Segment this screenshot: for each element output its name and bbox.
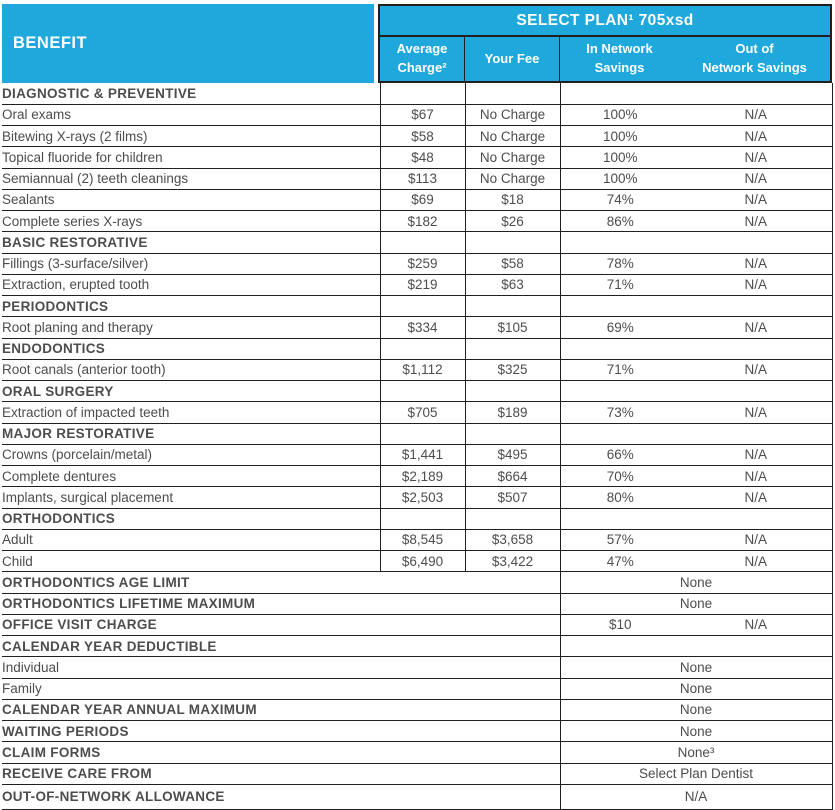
- column-header-line: In Network: [586, 41, 653, 57]
- out-of-network-savings-cell: N/A: [680, 168, 832, 189]
- summary-label-cell: ORTHODONTICS LIFETIME MAXIMUM: [2, 593, 560, 614]
- benefit-cell: Topical fluoride for children: [2, 147, 380, 168]
- your-fee-cell: [465, 83, 560, 104]
- column-header-out-of-network-savings: [679, 37, 830, 81]
- out-of-network-savings-cell: [680, 338, 832, 359]
- your-fee-cell: $105: [465, 317, 560, 338]
- out-of-network-savings-cell: N/A: [680, 147, 832, 168]
- out-of-network-savings-cell: N/A: [680, 359, 832, 380]
- in-network-savings-cell: 78%: [560, 253, 680, 274]
- benefit-cell: Extraction of impacted teeth: [2, 402, 380, 423]
- out-of-network-savings-cell: N/A: [680, 104, 832, 125]
- summary-value-cell: None: [560, 678, 832, 699]
- benefit-row: [2, 444, 832, 465]
- benefit-cell: Implants, surgical placement: [2, 487, 380, 508]
- average-charge-cell: [380, 423, 465, 444]
- benefit-row: [2, 359, 832, 380]
- benefit-row: [2, 317, 832, 338]
- in-network-savings-cell: 57%: [560, 529, 680, 550]
- in-network-savings-cell: 100%: [560, 168, 680, 189]
- section-row: [2, 423, 832, 444]
- summary-label-cell: Family: [2, 678, 560, 699]
- out-of-network-savings-cell: N/A: [680, 444, 832, 465]
- in-network-savings-cell: [560, 508, 680, 529]
- out-of-network-savings-cell: N/A: [680, 211, 832, 232]
- in-network-savings-cell: [560, 83, 680, 104]
- in-network-savings-cell: 73%: [560, 402, 680, 423]
- section-row: [2, 83, 832, 104]
- summary-label-cell: OFFICE VISIT CHARGE: [2, 614, 560, 635]
- benefit-row: [2, 487, 832, 508]
- summary-label-cell: ORTHODONTICS AGE LIMIT: [2, 572, 560, 593]
- out-of-network-savings-cell: [680, 423, 832, 444]
- your-fee-cell: $325: [465, 359, 560, 380]
- summary-label-cell: CLAIM FORMS: [2, 742, 560, 763]
- in-network-savings-cell: 66%: [560, 444, 680, 465]
- benefit-cell: Complete dentures: [2, 466, 380, 487]
- average-charge-cell: $8,545: [380, 529, 465, 550]
- out-of-network-savings-cell: N/A: [680, 126, 832, 147]
- benefit-cell: Crowns (porcelain/metal): [2, 444, 380, 465]
- summary-row: [2, 721, 832, 742]
- benefit-cell: Root canals (anterior tooth): [2, 359, 380, 380]
- benefit-cell: Bitewing X-rays (2 films): [2, 126, 380, 147]
- column-header-in-network-savings: [560, 37, 679, 81]
- average-charge-cell: $2,189: [380, 466, 465, 487]
- average-charge-cell: $219: [380, 274, 465, 295]
- benefit-cell: Semiannual (2) teeth cleanings: [2, 168, 380, 189]
- your-fee-cell: No Charge: [465, 147, 560, 168]
- your-fee-cell: [465, 296, 560, 317]
- benefit-cell: MAJOR RESTORATIVE: [2, 423, 380, 444]
- out-of-network-savings-cell: N/A: [680, 189, 832, 210]
- benefit-row: [2, 211, 832, 232]
- your-fee-cell: No Charge: [465, 126, 560, 147]
- benefit-row: [2, 189, 832, 210]
- your-fee-cell: $26: [465, 211, 560, 232]
- average-charge-cell: [380, 83, 465, 104]
- section-row: [2, 381, 832, 402]
- benefit-column-header: BENEFIT: [2, 4, 374, 83]
- benefit-cell: ORTHODONTICS: [2, 508, 380, 529]
- summary-row: [2, 572, 832, 593]
- benefit-cell: BASIC RESTORATIVE: [2, 232, 380, 253]
- summary-value-cell: None: [560, 593, 832, 614]
- benefit-row: [2, 466, 832, 487]
- out-of-network-savings-cell: N/A: [680, 551, 832, 572]
- average-charge-cell: $6,490: [380, 551, 465, 572]
- summary-row: [2, 636, 832, 657]
- your-fee-cell: $3,422: [465, 551, 560, 572]
- in-network-savings-cell: 80%: [560, 487, 680, 508]
- out-of-network-savings-cell: N/A: [680, 317, 832, 338]
- out-of-network-savings-cell: [680, 83, 832, 104]
- plan-header: [378, 4, 832, 83]
- out-of-network-savings-cell: N/A: [680, 614, 832, 635]
- in-network-savings-cell: [560, 381, 680, 402]
- your-fee-cell: $495: [465, 444, 560, 465]
- your-fee-cell: [465, 338, 560, 359]
- benefit-cell: Child: [2, 551, 380, 572]
- average-charge-cell: [380, 381, 465, 402]
- summary-value-cell: None: [560, 699, 832, 720]
- summary-row: [2, 784, 832, 809]
- average-charge-cell: [380, 232, 465, 253]
- your-fee-cell: $58: [465, 253, 560, 274]
- column-header-line: Charge²: [397, 60, 447, 75]
- summary-row: [2, 763, 832, 784]
- summary-row: [2, 742, 832, 763]
- benefit-row: [2, 402, 832, 423]
- in-network-savings-cell: 71%: [560, 274, 680, 295]
- your-fee-cell: $18: [465, 189, 560, 210]
- benefit-row: [2, 147, 832, 168]
- benefit-cell: Adult: [2, 529, 380, 550]
- column-header-line: Your Fee: [484, 50, 540, 66]
- your-fee-cell: [465, 508, 560, 529]
- out-of-network-savings-cell: N/A: [680, 487, 832, 508]
- out-of-network-savings-cell: [680, 296, 832, 317]
- out-of-network-savings-cell: N/A: [680, 274, 832, 295]
- average-charge-cell: $705: [380, 402, 465, 423]
- summary-label-cell: OUT-OF-NETWORK ALLOWANCE: [2, 784, 560, 809]
- in-network-savings-cell: 100%: [560, 126, 680, 147]
- in-network-savings-cell: 70%: [560, 466, 680, 487]
- benefit-cell: Oral exams: [2, 104, 380, 125]
- summary-row: [2, 614, 832, 635]
- benefit-cell: ORAL SURGERY: [2, 381, 380, 402]
- benefit-row: [2, 274, 832, 295]
- benefit-cell: Extraction, erupted tooth: [2, 274, 380, 295]
- in-network-savings-cell: [560, 232, 680, 253]
- benefit-row: [2, 253, 832, 274]
- benefit-row: [2, 126, 832, 147]
- average-charge-cell: $182: [380, 211, 465, 232]
- in-network-savings-cell: 69%: [560, 317, 680, 338]
- summary-value-cell: None: [560, 721, 832, 742]
- in-network-savings-cell: 86%: [560, 211, 680, 232]
- your-fee-cell: $189: [465, 402, 560, 423]
- in-network-savings-cell: 100%: [560, 104, 680, 125]
- summary-value-cell: None: [560, 657, 832, 678]
- column-header-your-fee: [465, 37, 560, 81]
- your-fee-cell: No Charge: [465, 168, 560, 189]
- in-network-savings-cell: [560, 338, 680, 359]
- summary-value-cell: N/A: [560, 784, 832, 809]
- benefit-cell: ENDODONTICS: [2, 338, 380, 359]
- benefit-row: [2, 551, 832, 572]
- plan-title: SELECT PLAN¹ 705xsd: [380, 6, 830, 37]
- summary-row: [2, 593, 832, 614]
- summary-value-cell: [560, 636, 832, 657]
- out-of-network-savings-cell: [680, 508, 832, 529]
- benefit-cell: PERIODONTICS: [2, 296, 380, 317]
- section-row: [2, 296, 832, 317]
- average-charge-cell: [380, 338, 465, 359]
- average-charge-cell: $113: [380, 168, 465, 189]
- your-fee-cell: [465, 423, 560, 444]
- summary-label-cell: CALENDAR YEAR DEDUCTIBLE: [2, 636, 560, 657]
- your-fee-cell: [465, 381, 560, 402]
- your-fee-cell: $507: [465, 487, 560, 508]
- in-network-savings-cell: 71%: [560, 359, 680, 380]
- out-of-network-savings-cell: N/A: [680, 529, 832, 550]
- out-of-network-savings-cell: N/A: [680, 253, 832, 274]
- average-charge-cell: $58: [380, 126, 465, 147]
- summary-label-cell: Individual: [2, 657, 560, 678]
- column-header-line: Savings: [594, 60, 645, 75]
- in-network-savings-cell: 74%: [560, 189, 680, 210]
- benefit-row: [2, 104, 832, 125]
- average-charge-cell: $69: [380, 189, 465, 210]
- average-charge-cell: $2,503: [380, 487, 465, 508]
- section-row: [2, 232, 832, 253]
- summary-value-cell: Select Plan Dentist: [560, 763, 832, 784]
- summary-row: [2, 678, 832, 699]
- your-fee-cell: $3,658: [465, 529, 560, 550]
- your-fee-cell: $664: [465, 466, 560, 487]
- in-network-savings-cell: [560, 296, 680, 317]
- out-of-network-savings-cell: N/A: [680, 402, 832, 423]
- average-charge-cell: $334: [380, 317, 465, 338]
- column-header-line: Average: [396, 41, 448, 57]
- summary-value-cell: None: [560, 572, 832, 593]
- average-charge-cell: [380, 508, 465, 529]
- column-header-line: Network Savings: [702, 60, 807, 75]
- average-charge-cell: $48: [380, 147, 465, 168]
- benefit-cell: Fillings (3-surface/silver): [2, 253, 380, 274]
- column-header-average-charge: [380, 37, 465, 81]
- summary-value-cell: None³: [560, 742, 832, 763]
- average-charge-cell: [380, 296, 465, 317]
- your-fee-cell: No Charge: [465, 104, 560, 125]
- average-charge-cell: $1,441: [380, 444, 465, 465]
- benefit-table-body: [2, 83, 832, 809]
- average-charge-cell: $1,112: [380, 359, 465, 380]
- out-of-network-savings-cell: N/A: [680, 466, 832, 487]
- in-network-savings-cell: $10: [560, 614, 680, 635]
- summary-label-cell: CALENDAR YEAR ANNUAL MAXIMUM: [2, 699, 560, 720]
- in-network-savings-cell: [560, 423, 680, 444]
- benefit-cell: Complete series X-rays: [2, 211, 380, 232]
- benefit-cell: Sealants: [2, 189, 380, 210]
- out-of-network-savings-cell: [680, 381, 832, 402]
- section-row: [2, 508, 832, 529]
- section-row: [2, 338, 832, 359]
- in-network-savings-cell: 100%: [560, 147, 680, 168]
- benefit-row: [2, 168, 832, 189]
- benefit-cell: Root planing and therapy: [2, 317, 380, 338]
- summary-row: [2, 699, 832, 720]
- benefit-cell: DIAGNOSTIC & PREVENTIVE: [2, 83, 380, 104]
- summary-label-cell: RECEIVE CARE FROM: [2, 763, 560, 784]
- your-fee-cell: $63: [465, 274, 560, 295]
- summary-label-cell: WAITING PERIODS: [2, 721, 560, 742]
- your-fee-cell: [465, 232, 560, 253]
- in-network-savings-cell: 47%: [560, 551, 680, 572]
- plan-subheader-row: [380, 37, 830, 81]
- benefit-table: [2, 83, 833, 810]
- benefit-row: [2, 529, 832, 550]
- summary-row: [2, 657, 832, 678]
- average-charge-cell: $67: [380, 104, 465, 125]
- out-of-network-savings-cell: [680, 232, 832, 253]
- column-header-line: Out of: [735, 41, 774, 57]
- average-charge-cell: $259: [380, 253, 465, 274]
